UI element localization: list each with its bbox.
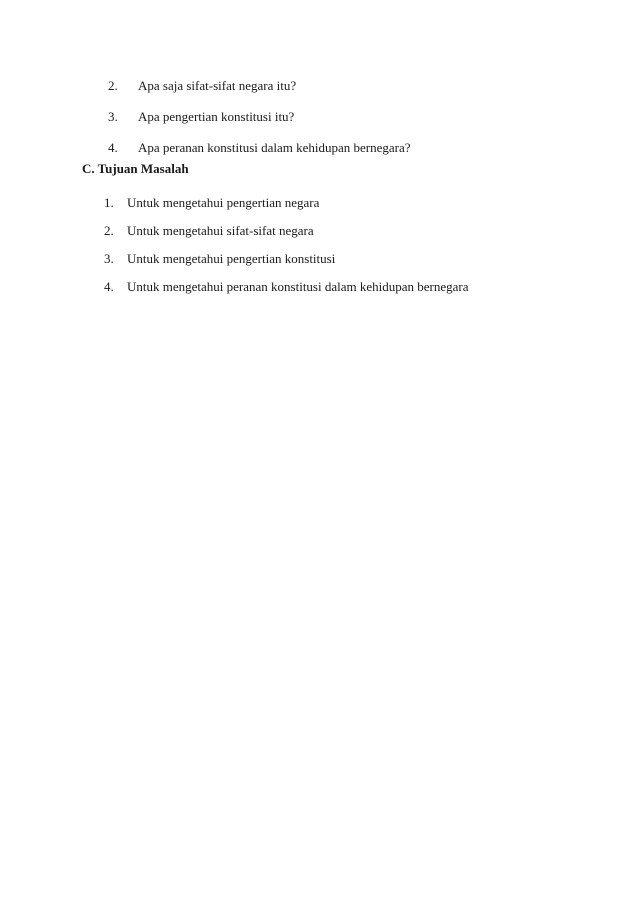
list-number: 4. [104,279,114,294]
list-number: 4. [108,140,118,155]
list-item-question [0,77,638,95]
list-text: Apa pengertian konstitusi itu? [138,109,295,124]
section-heading: C. Tujuan Masalah [82,161,189,176]
list-text: Apa peranan konstitusi dalam kehidupan bernegara? [138,140,411,155]
list-item-question [0,108,638,126]
list-number: 2. [104,223,114,238]
list-item-objective [0,250,638,268]
list-item-objective [0,278,638,296]
list-item-objective [0,222,638,240]
list-text: Untuk mengetahui peranan konstitusi dalam kehidupan bernegara [127,279,469,294]
list-number: 3. [108,109,118,124]
list-number: 2. [108,78,118,93]
list-text: Untuk mengetahui sifat-sifat negara [127,223,314,238]
list-item-objective [0,194,638,212]
list-number: 3. [104,251,114,266]
list-text: Apa saja sifat-sifat negara itu? [138,78,297,93]
list-item-question [0,139,638,157]
list-text: Untuk mengetahui pengertian negara [127,195,320,210]
list-text: Untuk mengetahui pengertian konstitusi [127,251,336,266]
list-number: 1. [104,195,114,210]
